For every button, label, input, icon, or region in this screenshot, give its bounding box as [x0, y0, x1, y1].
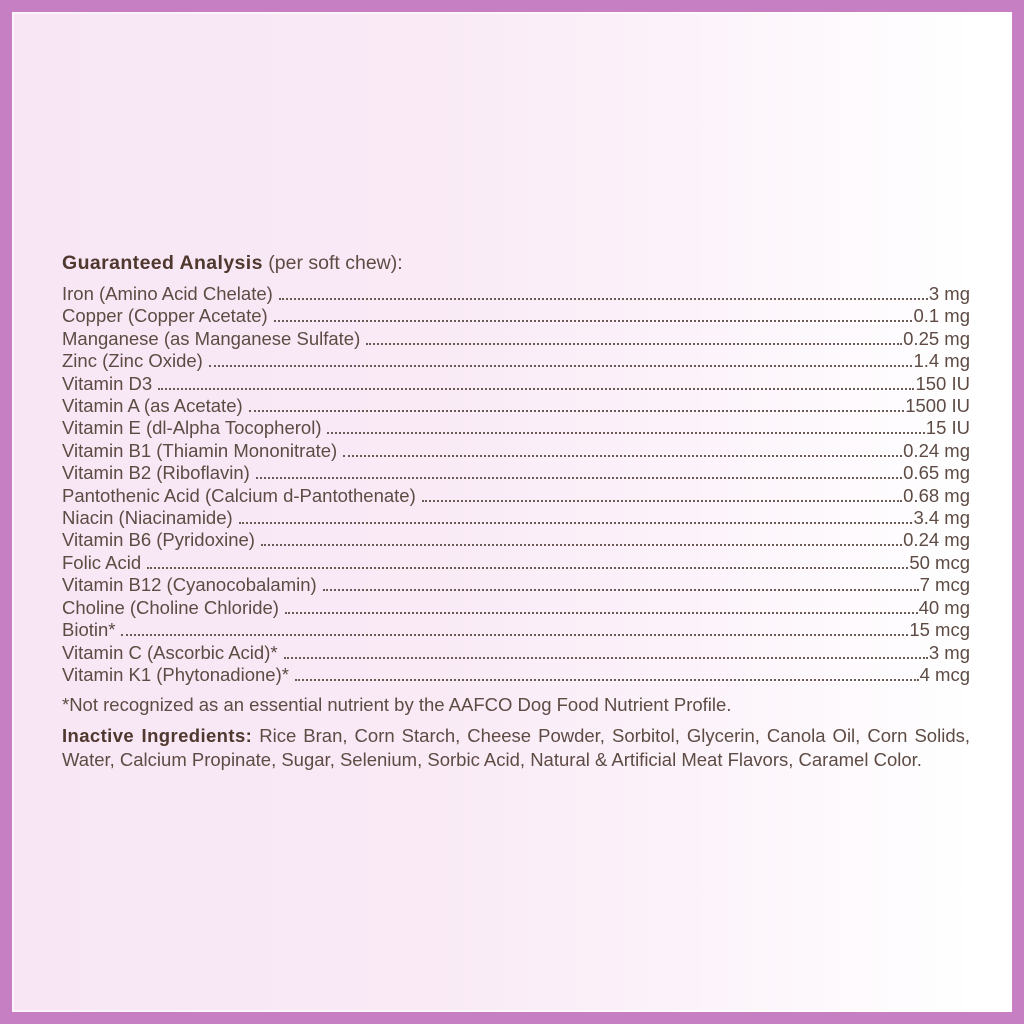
nutrient-name: Vitamin B12 (Cyanocobalamin) — [62, 574, 317, 596]
nutrient-value: 7 mcg — [919, 574, 970, 596]
nutrient-name: Vitamin C (Ascorbic Acid)* — [62, 641, 278, 663]
dot-leader — [327, 432, 924, 434]
nutrient-name: Iron (Amino Acid Chelate) — [62, 283, 273, 304]
nutrient-row — [62, 642, 970, 664]
nutrient-row — [62, 395, 970, 417]
dot-leader — [274, 320, 913, 322]
nutrient-name: Folic Acid — [62, 551, 142, 573]
nutrient-row — [62, 328, 970, 350]
nutrient-value: 3 mg — [928, 641, 970, 663]
analysis-title — [62, 251, 970, 275]
dot-leader — [285, 612, 918, 614]
nutrient-name: Vitamin D3 — [62, 372, 153, 394]
nutrient-value: 0.68 mg — [903, 484, 970, 506]
nutrient-name: Copper (Copper Acetate) — [62, 305, 268, 327]
nutrient-value: 0.65 mg — [903, 462, 970, 484]
nutrient-name: Choline (Choline Chloride) — [62, 596, 279, 618]
nutrient-name: Vitamin B2 (Riboflavin) — [62, 462, 250, 484]
dot-leader — [158, 388, 914, 390]
nutrient-row — [62, 462, 970, 484]
dot-leader — [209, 365, 913, 367]
nutrient-value: 0.24 mg — [903, 529, 970, 551]
nutrient-value: 3.4 mg — [913, 507, 970, 529]
nutrient-value: 1500 IU — [905, 395, 970, 417]
nutrient-row — [62, 417, 970, 439]
dot-leader — [249, 410, 905, 412]
nutrient-value: 15 IU — [925, 417, 970, 439]
dot-leader — [256, 477, 902, 479]
analysis-rows — [62, 283, 970, 686]
nutrient-name: Pantothenic Acid (Calcium d-Pantothenate) — [62, 484, 416, 506]
inactive-heading: Inactive Ingredients: — [62, 725, 253, 747]
inactive-text: Rice Bran, Corn Starch, Cheese Powder, Sorbitol, Glycerin, Canola Oil, Corn Solids, Water, Calcium Propinate, Sugar, Selenium, Sorbic Acid, Natural & Artificial Meat Flavors, Caramel Color. — [62, 725, 970, 770]
nutrient-value: 40 mg — [918, 596, 970, 618]
analysis-title-bold: Guaranteed Analysis — [62, 252, 263, 274]
dot-leader — [147, 567, 908, 569]
nutrient-name: Vitamin B1 (Thiamin Mononitrate) — [62, 439, 338, 461]
nutrient-row — [62, 574, 970, 596]
nutrient-row — [62, 440, 970, 462]
nutrient-name: Vitamin K1 (Phytonadione)* — [62, 663, 289, 685]
nutrient-row — [62, 485, 970, 507]
nutrient-value: 0.25 mg — [903, 327, 970, 349]
nutrient-row — [62, 597, 970, 619]
nutrient-name: Zinc (Zinc Oxide) — [62, 350, 203, 372]
nutrient-value: 3 mg — [928, 283, 970, 304]
nutrient-row — [62, 305, 970, 327]
nutrient-value: 150 IU — [915, 372, 970, 394]
nutrient-name: Manganese (as Manganese Sulfate) — [62, 327, 361, 349]
nutrient-row — [62, 529, 970, 551]
dot-leader — [422, 500, 902, 502]
footnote: *Not recognized as an essential nutrient by the AAFCO Dog Food Nutrient Profile. — [62, 694, 732, 716]
dot-leader — [323, 589, 919, 591]
dot-leader — [279, 298, 928, 300]
dot-leader — [366, 343, 902, 345]
nutrient-row — [62, 283, 970, 305]
nutrient-name: Vitamin B6 (Pyridoxine) — [62, 529, 255, 551]
nutrient-row — [62, 373, 970, 395]
nutrient-row — [62, 664, 970, 686]
nutrient-row — [62, 507, 970, 529]
nutrient-row — [62, 619, 970, 641]
nutrient-value: 50 mcg — [909, 551, 970, 573]
nutrient-value: 1.4 mg — [913, 350, 970, 372]
dot-leader — [295, 679, 919, 681]
nutrient-value: 15 mcg — [909, 619, 970, 641]
nutrient-value: 0.1 mg — [913, 305, 970, 327]
dot-leader — [121, 634, 908, 636]
nutrient-row — [62, 552, 970, 574]
dot-leader — [261, 544, 902, 546]
dot-leader — [284, 657, 928, 659]
nutrient-value: 0.24 mg — [903, 439, 970, 461]
nutrient-value: 4 mcg — [919, 663, 970, 685]
label-content — [12, 12, 1012, 1012]
nutrient-name: Vitamin E (dl-Alpha Tocopherol) — [62, 417, 322, 439]
nutrient-row — [62, 350, 970, 372]
nutrient-name: Vitamin A (as Acetate) — [62, 395, 243, 417]
inactive-paragraph — [62, 724, 970, 771]
analysis-title-suffix: (per soft chew): — [262, 252, 403, 274]
dot-leader — [239, 522, 913, 524]
nutrient-name: Niacin (Niacinamide) — [62, 507, 233, 529]
dot-leader — [343, 455, 902, 457]
nutrient-name: Biotin* — [62, 619, 116, 641]
